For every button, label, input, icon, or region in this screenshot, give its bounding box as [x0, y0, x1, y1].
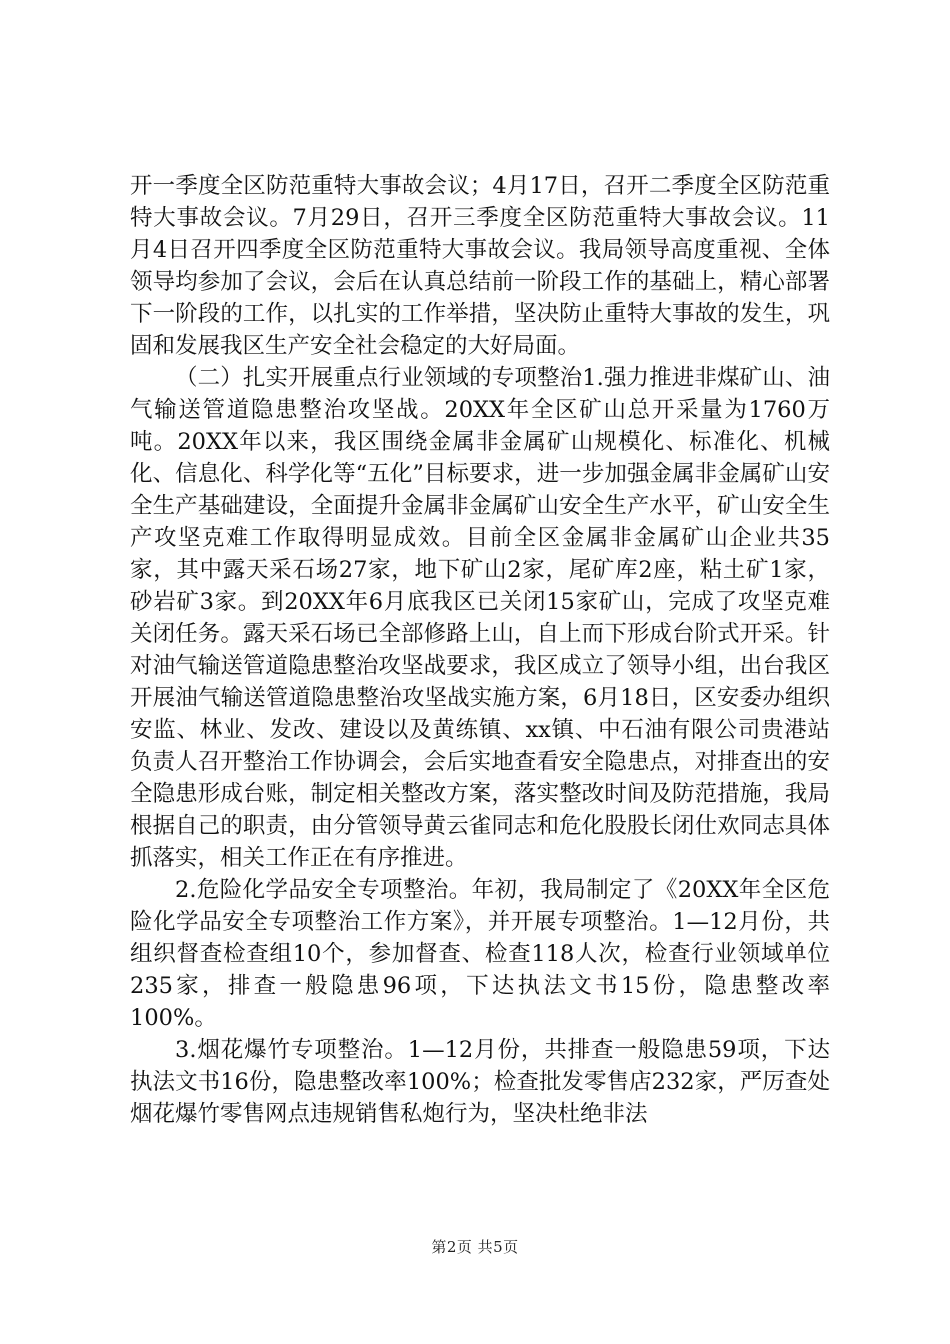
document-body: [130, 170, 830, 1130]
paragraph-fireworks: 3.烟花爆竹专项整治。1—12月份，共排查一般隐患59项，下达执法文书16份，隐患整改率100%；检查批发零售店232家，严厉查处烟花爆竹零售网点违规销售私炮行为，坚决杜绝非法: [130, 1037, 830, 1127]
paragraph-key-industry-rectification: （二）扎实开展重点行业领域的专项整治1.强力推进非煤矿山、油气输送管道隐患整治攻坚战。20XX年全区矿山总开采量为1760万吨。20XX年以来，我区围绕金属非金属矿山规模化、标准化、机械化、信息化、科学化等“五化”目标要求，进一步加强金属非金属矿山安全生产基础建设，全面提升金属非金属矿山安全生产水平，矿山安全生产攻坚克难工作取得明显成效。目前全区金属非金属矿山企业共35家，其中露天采石场27家，地下矿山2家，尾矿库2座，粘土矿1家，砂岩矿3家。到20XX年6月底我区已关闭15家矿山，完成了攻坚克难关闭任务。露天采石场已全部修路上山，自上而下形成台阶式开采。针对油气输送管道隐患整治攻坚战要求，我区成立了领导小组，出台我区开展油气输送管道隐患整治攻坚战实施方案，6月18日，区安委办组织安监、林业、发改、建设以及黄练镇、xx镇、中石油有限公司贵港站负责人召开整治工作协调会，会后实地查看安全隐患点，对排查出的安全隐患形成台账，制定相关整改方案，落实整改时间及防范措施，我局根据自己的职责，由分管领导黄云雀同志和危化股股长闭仕欢同志具体抓落实，相关工作正在有序推进。: [130, 365, 830, 871]
page-number-footer: 第2页 共5页: [431, 1238, 519, 1256]
paragraph-hazardous-chemicals: 2.危险化学品安全专项整治。年初，我局制定了《20XX年全区危险化学品安全专项整治工作方案》，并开展专项整治。1—12月份，共组织督查检查组10个，参加督查、检查118人次，检查行业领域单位235家，排查一般隐患96项，下达执法文书15份，隐患整改率100%。: [130, 877, 830, 1031]
paragraph-meetings: 开一季度全区防范重特大事故会议；4月17日，召开二季度全区防范重特大事故会议。7月29日，召开三季度全区防范重特大事故会议。11月4日召开四季度全区防范重特大事故会议。我局领导高度重视、全体领导均参加了会议，会后在认真总结前一阶段工作的基础上，精心部署下一阶段的工作，以扎实的工作举措，坚决防止重特大事故的发生，巩固和发展我区生产安全社会稳定的大好局面。: [130, 173, 830, 359]
